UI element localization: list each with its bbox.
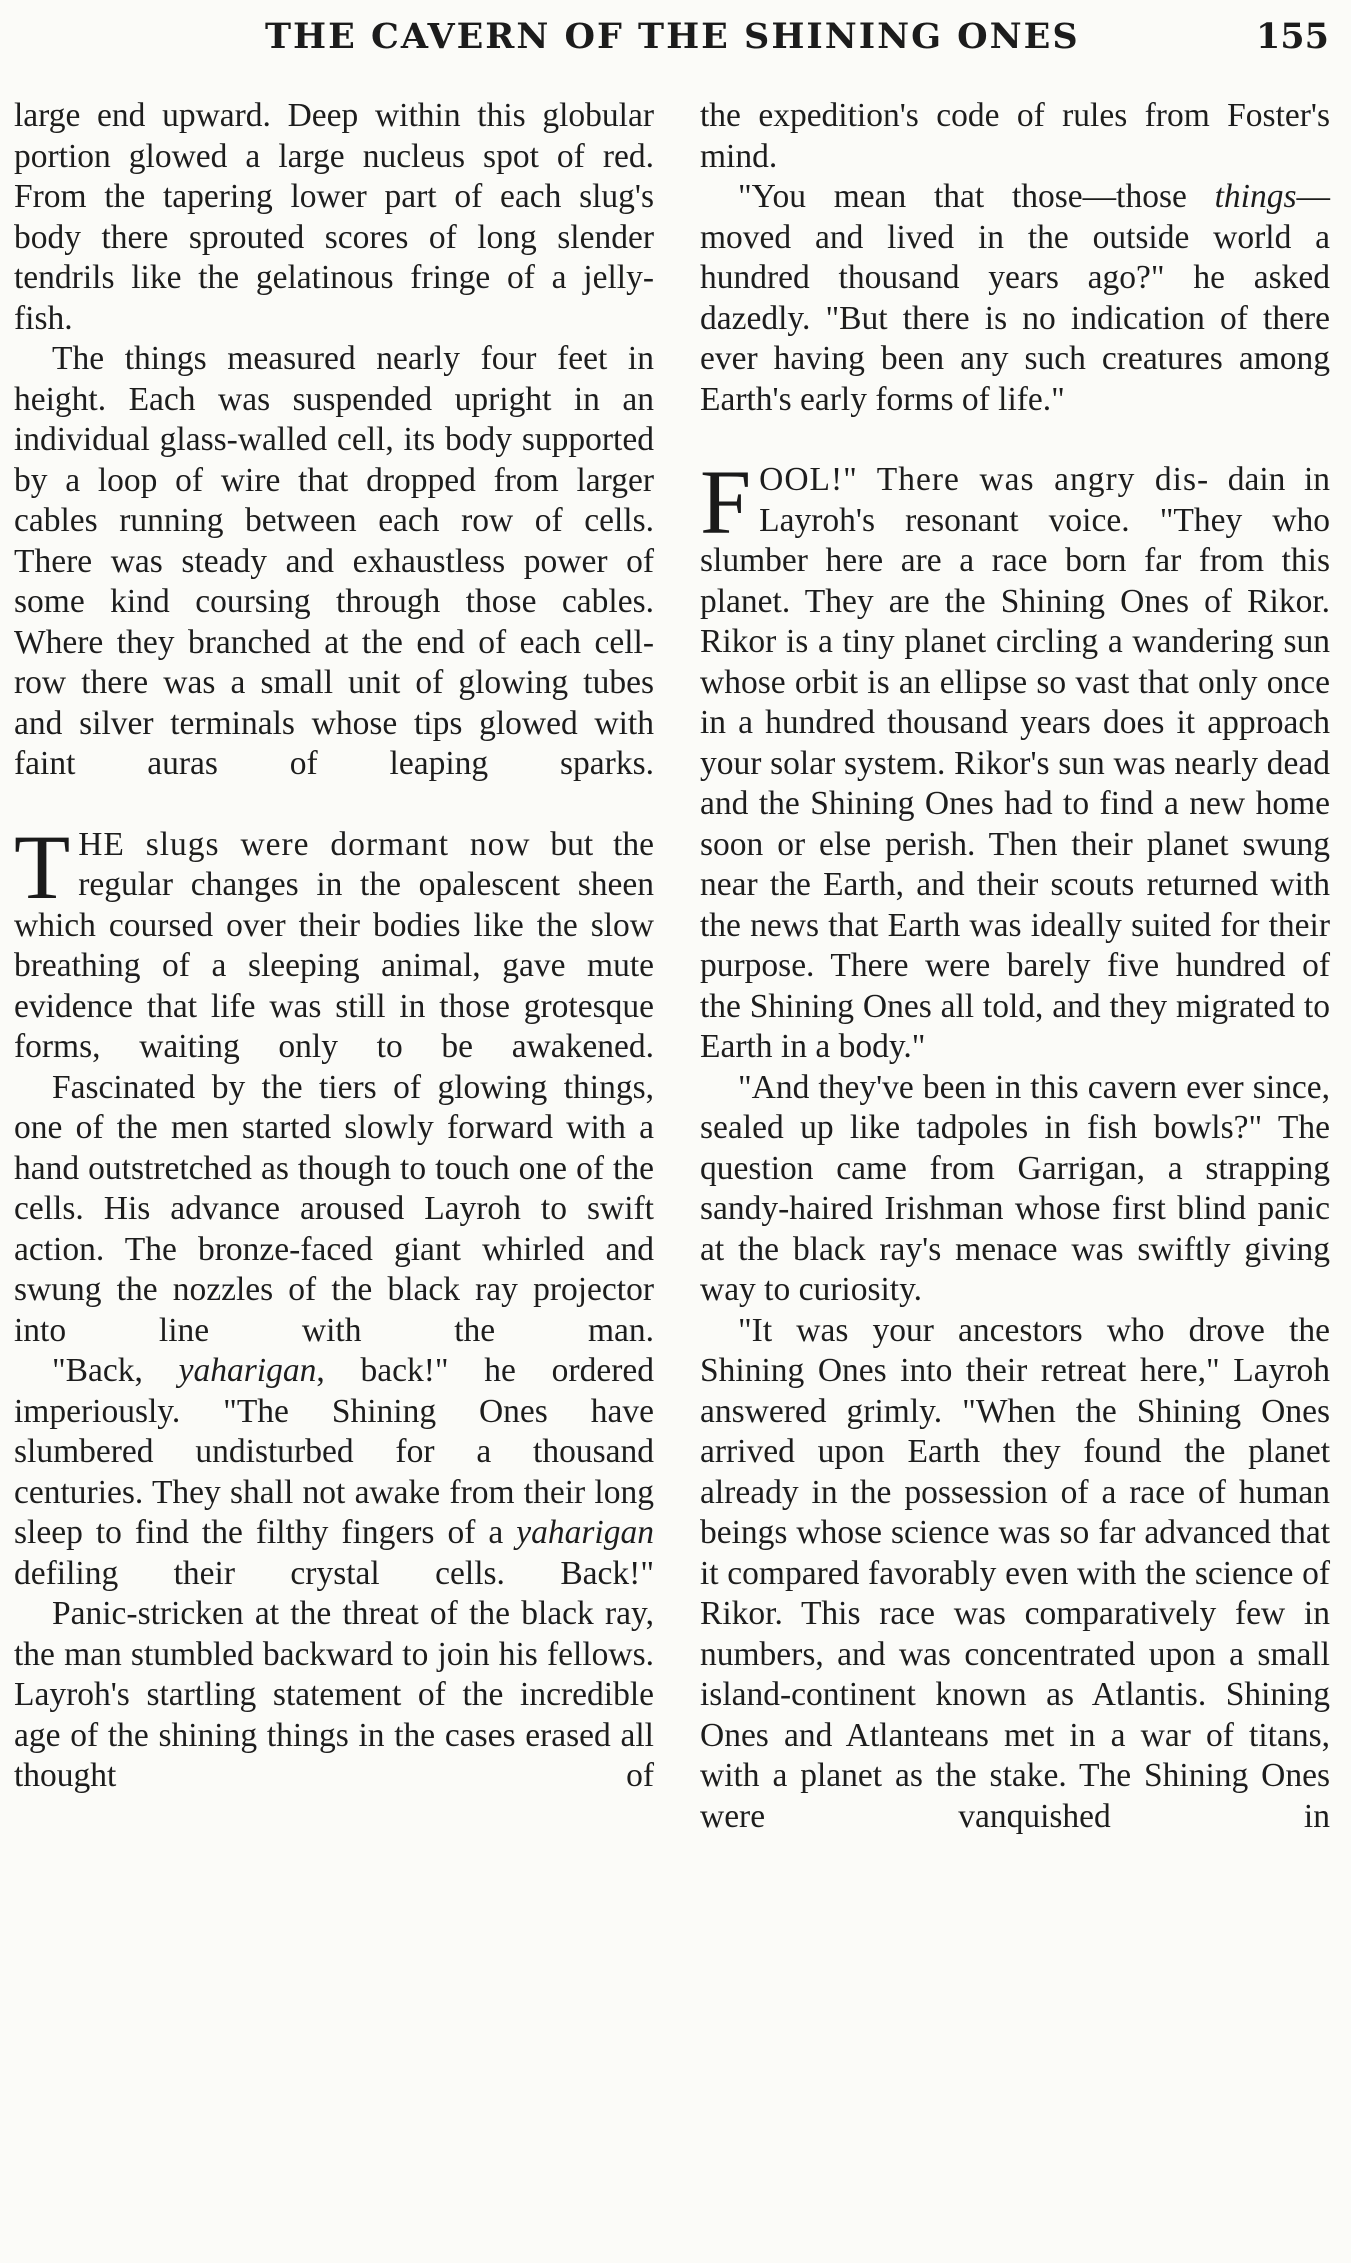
paragraph-lead: HE slugs were dormant now xyxy=(78,825,531,863)
text-run: —moved and lived in the outside world a hundred thousand years ago?" he asked dazedly. "But there is no indication of there ever having been any such creatures among Earth's early forms of life." xyxy=(700,178,1330,418)
paragraph-with-dropcap xyxy=(14,815,655,1068)
italic-text: things xyxy=(1214,178,1297,215)
paragraph: Panic-stricken at the threat of the black ray, the man stumbled backward to join his fellows. Layroh's startling statement of the incredible age of the shining things in the cases erased all thought of xyxy=(14,1595,654,1794)
paragraph-lead: OOL!" There was angry dis- xyxy=(759,461,1210,498)
drop-cap: T xyxy=(14,815,71,918)
paragraph xyxy=(14,1351,654,1594)
paragraph: The things measured nearly four feet in height. Each was suspended upright in an individual glass-walled cell, its body supported by a loop of wire that dropped from larger cables running between each row of cells. There was steady and exhaustless power of some kind coursing through those cables. Where they branched at the end of each cell-row there was a small unit of glowing tubes and silver terminals whose tips glowed with faint auras of leaping sparks. xyxy=(14,340,654,782)
text-run: , back!" he ordered imperiously. "The Shining Ones have slumbered undisturbed for a thousand centuries. They shall not awake from their long sleep to find the filthy fingers of a xyxy=(14,1352,654,1551)
paragraph-text: but the regular changes in the opalescent sheen which coursed over their bodies like the slow breathing of a sleeping animal, gave mute evidence that life was still in those grotesque forms, waiting only to be awakened. xyxy=(14,825,655,1065)
paragraph-text: dain in Layroh's resonant voice. "They who slumber here are a race born far from this planet. They are the Shining Ones of Rikor. Rikor is a tiny planet circling a wandering sun whose orbit is an ellipse so vast that only once in a hundred thousand years does it approach your solar system. Rikor's sun was nearly dead and the Shining Ones had to find a new home soon or else perish. Then their planet swung near the Earth, and their scouts returned with the news that Earth was ideally suited for their purpose. There were barely five hundred of the Shining Ones all told, and they migrated to Earth in a body." xyxy=(700,461,1330,1065)
paragraph xyxy=(700,177,1330,420)
text-run: defiling their crystal cells. Back!" xyxy=(14,1554,654,1592)
text-run: "Back, xyxy=(52,1352,179,1389)
page-number: 155 xyxy=(1255,16,1329,57)
italic-text: yaharigan xyxy=(516,1514,654,1551)
paragraph: "And they've been in this cavern ever since, sealed up like tadpoles in fish bowls?" The question came from Garrigan, a strapping sandy-haired Irishman whose first blind panic at the black ray's menace was swiftly giving way to curiosity. xyxy=(700,1068,1330,1308)
drop-cap: F xyxy=(700,451,752,553)
right-column xyxy=(700,96,1330,1837)
running-title: THE CAVERN OF THE SHINING ONES xyxy=(265,16,1080,57)
paragraph: large end upward. Deep within this globular portion glowed a large nucleus spot of red. From the tapering lower part of each slug's body there sprouted scores of long slender tendrils like the gelatinous fringe of a jelly-fish. xyxy=(14,97,654,337)
left-column xyxy=(14,96,654,1797)
paragraph: Fascinated by the tiers of glowing things, one of the men started slowly forward with a hand outstretched as though to touch one of the cells. His advance aroused Layroh to swift action. The bronze-faced giant whirled and swung the nozzles of the black ray projector into line with the man. xyxy=(14,1068,654,1349)
paragraph-with-dropcap xyxy=(700,451,1330,1068)
text-run: "You mean that those—those xyxy=(738,178,1215,215)
page-header xyxy=(0,10,1351,70)
paragraph: the expedition's code of rules from Foster's mind. xyxy=(700,97,1330,175)
section-break xyxy=(14,785,654,825)
italic-text: yaharigan xyxy=(178,1352,317,1389)
paragraph: "It was your ancestors who drove the Shining Ones into their retreat here," Layroh answered grimly. "When the Shining Ones arrived upon Earth they found the planet already in the possession of a race of human beings whose science was so far advanced that it compared favorably even with the science of Rikor. This race was comparatively few in numbers, and was concentrated upon a small island-continent known as Atlantis. Shining Ones and Atlanteans met in a war of titans, with a planet as the stake. The Shining Ones were vanquished in xyxy=(700,1311,1330,1835)
section-break xyxy=(700,420,1330,460)
